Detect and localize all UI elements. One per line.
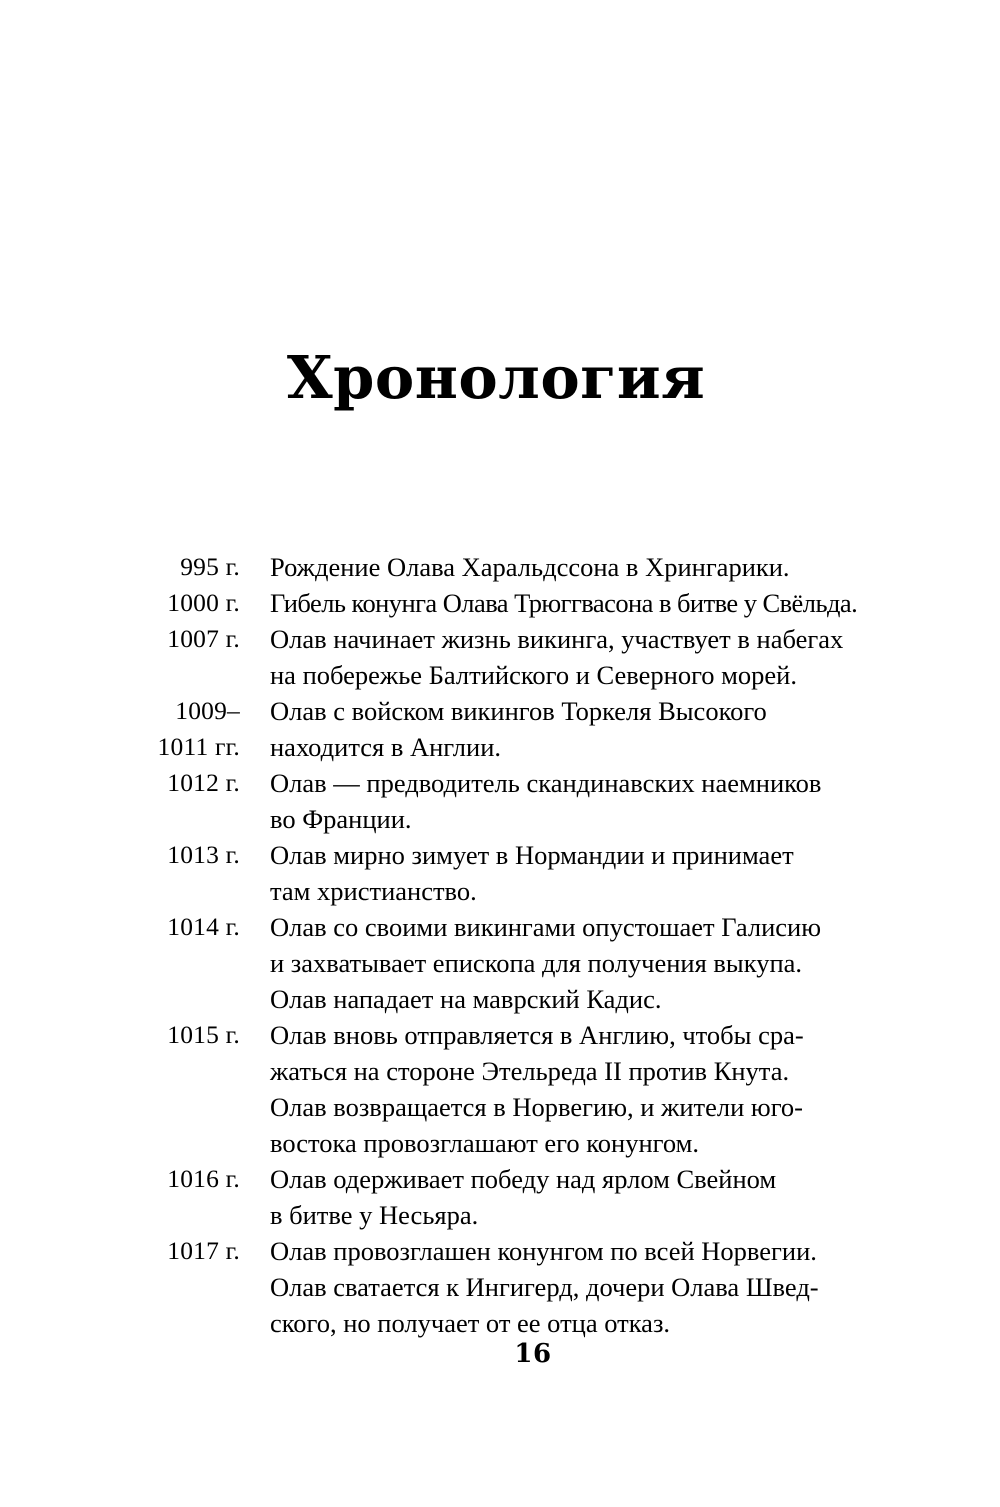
chronology-entry <box>128 693 888 765</box>
entry-text-line: Олав со своими викингами опустошает Галисию <box>270 912 822 942</box>
entry-text-line: Олав — предводитель скандинавских наемников <box>270 768 822 798</box>
page-title: Хронология <box>286 342 706 412</box>
entry-date <box>128 621 270 657</box>
chronology-entry <box>128 585 888 621</box>
entry-date <box>128 549 270 585</box>
entry-text <box>270 909 888 1017</box>
entry-date <box>128 585 270 621</box>
page-number: 16 <box>514 1339 552 1369</box>
chronology-entry <box>128 1161 888 1233</box>
entry-date-line: 1011 гг. <box>157 732 240 761</box>
entry-date-line: 1009– <box>175 696 240 725</box>
entry-text-line: Олав сватается к Ингигерд, дочери Олава Швед- <box>270 1272 819 1302</box>
chronology-entry <box>128 837 888 909</box>
entry-text-line: Гибель конунга Олава Трюггвасона в битве у Свёльда. <box>270 588 858 618</box>
entry-date <box>128 1017 270 1053</box>
entry-text-line: востока провозглашают его конунгом. <box>270 1128 699 1158</box>
entry-date <box>128 765 270 801</box>
entry-date-line: 1007 г. <box>167 624 240 653</box>
chronology-entry <box>128 1017 888 1161</box>
entry-text-line: там христианство. <box>270 876 477 906</box>
entry-text-line: Олав с войском викингов Торкеля Высокого <box>270 696 767 726</box>
entry-text <box>270 1161 888 1233</box>
entry-text <box>270 837 888 909</box>
entry-text <box>270 621 888 693</box>
chronology-list <box>128 549 888 1341</box>
entry-text-line: в битве у Несьяра. <box>270 1200 479 1230</box>
entry-date-line: 1012 г. <box>167 768 240 797</box>
entry-text-line: жаться на стороне Этельреда II против Кнута. <box>270 1056 790 1086</box>
entry-date-line: 995 г. <box>180 552 240 581</box>
entry-text <box>270 585 888 621</box>
chronology-entry <box>128 549 888 585</box>
entry-text-line: и захватывает епископа для получения выкупа. <box>270 948 803 978</box>
entry-date-line: 1015 г. <box>167 1020 240 1049</box>
entry-date-line: 1000 г. <box>167 588 240 617</box>
entry-text-line: во Франции. <box>270 804 412 834</box>
entry-text-line: Олав одерживает победу над ярлом Свейном <box>270 1164 777 1194</box>
entry-date <box>128 693 270 765</box>
entry-text-line: находится в Англии. <box>270 732 502 762</box>
chronology-entry <box>128 621 888 693</box>
entry-text-line: Олав нападает на маврский Кадис. <box>270 984 662 1014</box>
entry-date-line: 1014 г. <box>167 912 240 941</box>
entry-text <box>270 693 888 765</box>
entry-date-line: 1017 г. <box>167 1236 240 1265</box>
entry-text-line: Олав начинает жизнь викинга, участвует в набегах <box>270 624 844 654</box>
entry-date <box>128 1233 270 1269</box>
chronology-entry <box>128 1233 888 1341</box>
entry-date <box>128 909 270 945</box>
entry-date <box>128 1161 270 1197</box>
entry-date-line: 1016 г. <box>167 1164 240 1193</box>
entry-text <box>270 1233 888 1341</box>
entry-text-line: Рождение Олава Харальдссона в Хрингарики. <box>270 552 790 582</box>
entry-text <box>270 549 888 585</box>
entry-text-line: Олав вновь отправляется в Англию, чтобы сра- <box>270 1020 804 1050</box>
entry-text-line: Олав мирно зимует в Нормандии и принимает <box>270 840 794 870</box>
chronology-entry <box>128 909 888 1017</box>
entry-text-line: на побережье Балтийского и Северного морей. <box>270 660 797 690</box>
entry-text <box>270 1017 888 1161</box>
entry-text-line: Олав провозглашен конунгом по всей Норвегии. <box>270 1236 817 1266</box>
entry-text-line: ского, но получает от ее отца отказ. <box>270 1308 671 1338</box>
entry-text <box>270 765 888 837</box>
entry-date-line: 1013 г. <box>167 840 240 869</box>
chronology-entry <box>128 765 888 837</box>
entry-text-line: Олав возвращается в Норвегию, и жители юго- <box>270 1092 803 1122</box>
entry-date <box>128 837 270 873</box>
